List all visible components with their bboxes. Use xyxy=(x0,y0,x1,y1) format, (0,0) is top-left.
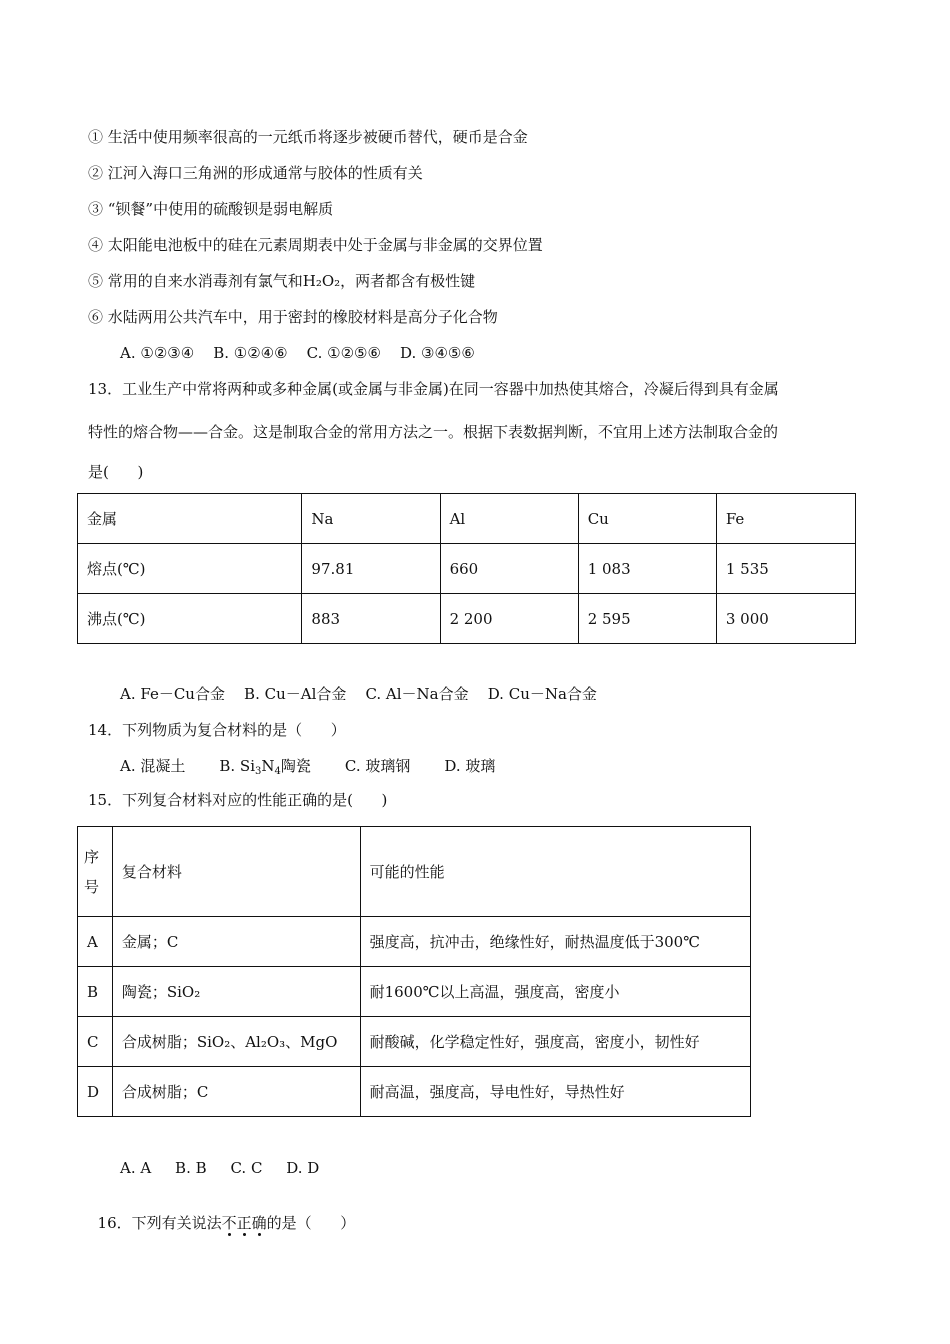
table-cell: 合成树脂；C xyxy=(112,1067,360,1117)
table-row xyxy=(78,917,751,967)
table-cell: A xyxy=(78,917,113,967)
table-cell: 1 535 xyxy=(716,544,855,594)
emphasis-not-correct: 不正确 xyxy=(222,1214,267,1232)
table-cell: 强度高，抗冲击，绝缘性好，耐热温度低于300℃ xyxy=(360,917,750,967)
emphasis-dots xyxy=(222,1231,267,1237)
statement-6: ⑥ 水陆两用公共汽车中，用于密封的橡胶材料是高分子化合物 xyxy=(88,308,498,326)
table-row xyxy=(78,544,856,594)
table-cell: 耐酸碱，化学稳定性好，强度高，密度小，韧性好 xyxy=(360,1017,750,1067)
q14-option-b: B. $Si_3N_4$陶瓷 xyxy=(219,757,311,777)
table-row xyxy=(78,967,751,1017)
q16-stem: 16．下列有关说法不正确 的是（ ） xyxy=(88,1193,355,1233)
table-cell: 耐1600℃以上高温，强度高，密度小 xyxy=(360,967,750,1017)
q13-table xyxy=(77,493,856,644)
table-cell: B xyxy=(78,967,113,1017)
q13-stem-line1: 13．工业生产中常将两种或多种金属(或金属与非金属)在同一容器中加热使其熔合，冷凝后得到具有金属 xyxy=(88,380,779,398)
table-cell: 883 xyxy=(302,594,440,644)
table-row xyxy=(78,594,856,644)
table-cell: 陶瓷；SiO₂ xyxy=(112,967,360,1017)
q15-table xyxy=(77,826,751,1117)
table-cell: 复合材料 xyxy=(112,827,360,917)
q15-options: A. A B. B C. C D. D xyxy=(120,1159,320,1177)
q12-options: A. ①②③④ B. ①②④⑥ C. ①②⑤⑥ D. ③④⑤⑥ xyxy=(120,344,475,362)
table-cell: Cu xyxy=(578,494,716,544)
table-cell: 2 595 xyxy=(578,594,716,644)
table-cell: 金属；C xyxy=(112,917,360,967)
q14-stem: 14．下列物质为复合材料的是（ ） xyxy=(88,721,346,739)
table-header-row xyxy=(78,494,856,544)
q14-options xyxy=(120,756,495,776)
table-cell: 660 xyxy=(440,544,578,594)
q13-options: A. Fe－Cu合金 B. Cu－Al合金 C. Al－Na合金 D. Cu－Na合金 xyxy=(120,685,597,703)
table-cell: Na xyxy=(302,494,440,544)
table-cell: D xyxy=(78,1067,113,1117)
table-cell: 可能的性能 xyxy=(360,827,750,917)
statement-3: ③ “钡餐”中使用的硫酸钡是弱电解质 xyxy=(88,200,334,218)
q14-option-c: C. 玻璃钢 xyxy=(344,757,411,775)
table-header-row xyxy=(78,827,751,917)
table-cell: 沸点(℃) xyxy=(78,594,302,644)
table-row xyxy=(78,1017,751,1067)
table-cell: 金属 xyxy=(78,494,302,544)
q13-stem-line2: 特性的熔合物——合金。这是制取合金的常用方法之一。根据下表数据判断，不宜用上述方法制取合金的 xyxy=(88,423,779,441)
table-cell: C xyxy=(78,1017,113,1067)
q13-stem-line3: 是( ) xyxy=(88,463,144,481)
table-cell: 合成树脂；SiO₂、Al₂O₃、MgO xyxy=(112,1017,360,1067)
table-cell: 序 号 xyxy=(78,827,113,917)
table-cell: Fe xyxy=(716,494,855,544)
statement-4: ④ 太阳能电池板中的硅在元素周期表中处于金属与非金属的交界位置 xyxy=(88,236,543,254)
table-cell: 耐高温，强度高，导电性好，导热性好 xyxy=(360,1067,750,1117)
q15-stem: 15．下列复合材料对应的性能正确的是( ) xyxy=(88,791,388,809)
statement-5: ⑤ 常用的自来水消毒剂有氯气和H₂O₂，两者都含有极性键 xyxy=(88,272,476,290)
statement-1: ① 生活中使用频率很高的一元纸币将逐步被硬币替代，硬币是合金 xyxy=(88,128,528,146)
q14-option-d: D. 玻璃 xyxy=(444,757,496,775)
table-row xyxy=(78,1067,751,1117)
statement-2: ② 江河入海口三角洲的形成通常与胶体的性质有关 xyxy=(88,164,423,182)
table-cell: Al xyxy=(440,494,578,544)
table-cell: 2 200 xyxy=(440,594,578,644)
table-cell: 熔点(℃) xyxy=(78,544,302,594)
table-cell: 97.81 xyxy=(302,544,440,594)
table-cell: 3 000 xyxy=(716,594,855,644)
table-cell: 1 083 xyxy=(578,544,716,594)
q14-option-a: A. 混凝土 xyxy=(120,757,186,775)
